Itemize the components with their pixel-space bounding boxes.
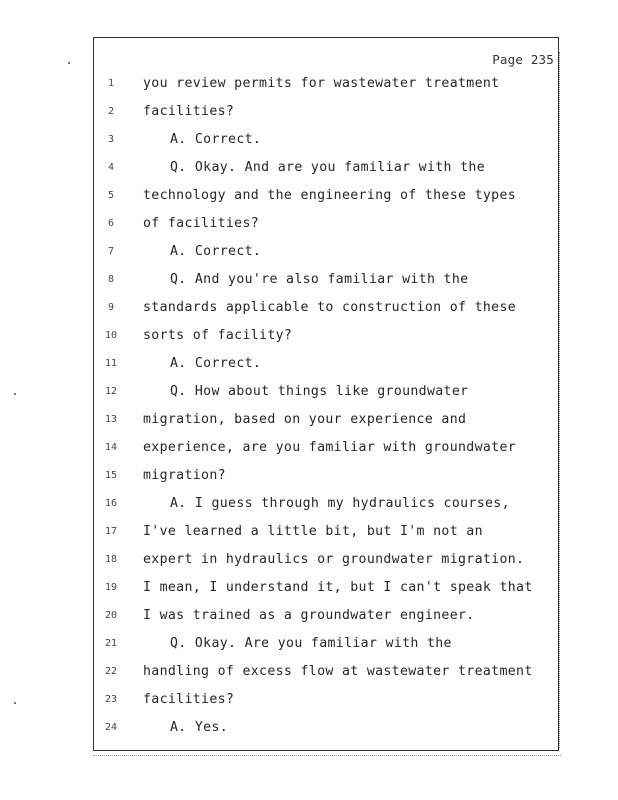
transcript-line (0, 546, 618, 574)
transcript-line (0, 406, 618, 434)
line-text: you review permits for wastewater treatment (143, 76, 500, 91)
transcript-line (0, 462, 618, 490)
line-number: 6 (107, 218, 115, 229)
page-bottom-rule (93, 755, 561, 756)
transcript-line (0, 210, 618, 238)
line-text: A. I guess through my hydraulics courses, (170, 496, 510, 511)
line-number: 3 (107, 134, 115, 145)
transcript-line (0, 434, 618, 462)
line-text: I was trained as a groundwater engineer. (143, 608, 475, 623)
transcript-line (0, 658, 618, 686)
line-number: 12 (104, 386, 118, 397)
line-text: Q. Okay. Are you familiar with the (170, 636, 452, 651)
line-number: 8 (107, 274, 115, 285)
page-number: Page 235 (492, 52, 554, 67)
transcript-line (0, 294, 618, 322)
line-text: I mean, I understand it, but I can't speak that (143, 580, 533, 595)
line-text: technology and the engineering of these types (143, 188, 517, 203)
line-text: handling of excess flow at wastewater treatment (143, 664, 533, 679)
transcript-line (0, 490, 618, 518)
transcript-line (0, 70, 618, 98)
line-number: 7 (107, 246, 115, 257)
line-number: 22 (104, 666, 118, 677)
line-number: 2 (107, 106, 115, 117)
line-text: standards applicable to construction of these (143, 300, 517, 315)
line-number: 10 (104, 330, 118, 341)
transcript-line (0, 322, 618, 350)
line-text: I've learned a little bit, but I'm not an (143, 524, 483, 539)
line-number: 15 (104, 470, 118, 481)
line-number: 5 (107, 190, 115, 201)
line-text: of facilities? (143, 216, 260, 231)
transcript-line (0, 602, 618, 630)
margin-mark (68, 62, 70, 64)
transcript-line (0, 182, 618, 210)
line-number: 13 (104, 414, 118, 425)
transcript-line (0, 266, 618, 294)
line-number: 24 (104, 722, 118, 733)
line-number: 4 (107, 162, 115, 173)
line-text: migration? (143, 468, 226, 483)
transcript-body (0, 70, 618, 742)
transcript-line (0, 518, 618, 546)
transcript-line (0, 714, 618, 742)
line-text: experience, are you familiar with groundwater (143, 440, 517, 455)
line-text: A. Correct. (170, 244, 262, 259)
line-text: facilities? (143, 104, 235, 119)
transcript-line (0, 126, 618, 154)
line-number: 9 (107, 302, 115, 313)
line-text: Q. And you're also familiar with the (170, 272, 469, 287)
transcript-line (0, 98, 618, 126)
transcript-line (0, 574, 618, 602)
line-number: 18 (104, 554, 118, 565)
line-number: 14 (104, 442, 118, 453)
line-text: A. Correct. (170, 356, 262, 371)
line-text: Q. Okay. And are you familiar with the (170, 160, 486, 175)
transcript-line (0, 378, 618, 406)
line-number: 17 (104, 526, 118, 537)
line-number: 1 (107, 78, 115, 89)
transcript-line (0, 154, 618, 182)
line-number: 16 (104, 498, 118, 509)
line-number: 23 (104, 694, 118, 705)
line-text: A. Yes. (170, 720, 229, 735)
transcript-line (0, 686, 618, 714)
line-text: Q. How about things like groundwater (170, 384, 469, 399)
line-number: 20 (104, 610, 118, 621)
transcript-line (0, 350, 618, 378)
transcript-line (0, 630, 618, 658)
line-text: migration, based on your experience and (143, 412, 467, 427)
line-text: sorts of facility? (143, 328, 293, 343)
line-text: facilities? (143, 692, 235, 707)
line-number: 19 (104, 582, 118, 593)
line-text: A. Correct. (170, 132, 262, 147)
line-number: 21 (104, 638, 118, 649)
transcript-line (0, 238, 618, 266)
line-text: expert in hydraulics or groundwater migration. (143, 552, 525, 567)
line-number: 11 (104, 358, 118, 369)
